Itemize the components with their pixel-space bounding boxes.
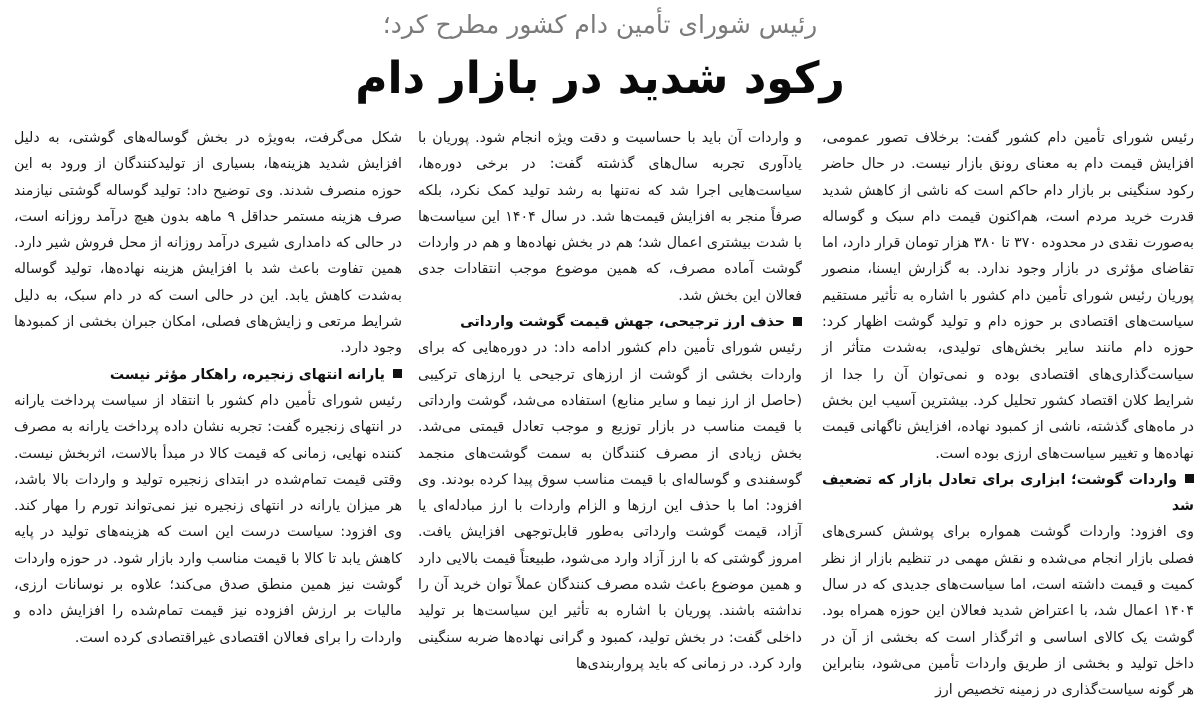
paragraph: و واردات آن باید با حساسیت و دقت ویژه انجام شود. پوریان با یادآوری تجربه سال‌های گذشته گفت: در برخی دوره‌ها، سیاست‌هایی اجرا شد که نه‌تنها به رشد تولید کمک نکرد، بلکه صرفاً منجر به افزایش قیمت‌ها شد. در سال ۱۴۰۴ این سیاست‌ها با شدت بیشتری اعمال شد؛ هم در بخش نهاده‌ها و هم در واردات گوشت آماده مصرف، که همین موضوع موجب انتقادات جدی فعالان این بخش شد. xyxy=(418,130,803,304)
paragraph: شکل می‌گرفت، به‌ویژه در بخش گوساله‌های گوشتی، به دلیل افزایش شدید هزینه‌ها، بسیاری از تولیدکنندگان از ورود به این حوزه منصرف شدند. وی توضیح داد: تولید گوساله گوشتی نیازمند صرف هزینه مستمر حداقل ۹ ماهه بدون هیچ درآمد روزانه است، در حالی که دامداری شیری درآمد روزانه از محل فروش شیر دارد. همین تفاوت باعث شد با افزایش هزینه نهاده‌ها، تولید گوساله به‌شدت کاهش یابد. این در حالی است که در دام سبک، به دلیل شرایط مرتعی و زایش‌های فصلی، امکان جبران بخشی از کمبودها وجود دارد. xyxy=(14,130,402,357)
article-headline: رکود شدید در بازار دام xyxy=(355,53,845,104)
section-subhead xyxy=(822,467,1194,520)
square-bullet-icon xyxy=(1185,474,1194,483)
column-middle xyxy=(418,125,803,672)
section-subhead xyxy=(14,362,402,388)
article-kicker: رئیس شورای تأمین دام کشور مطرح کرد؛ xyxy=(382,10,818,39)
paragraph: رئیس شورای تأمین دام کشور با انتقاد از سیاست پرداخت یارانه در انتهای زنجیره گفت: تجربه نشان داده پرداخت یارانه به مصرف کننده نهایی، زمانی که قیمت کالا در مبدأ بالاست، اثربخش نیست. وقتی قیمت تمام‌شده در ابتدای زنجیره تولید و واردات بالا باشد، هر میزان یارانه در انتهای زنجیره نیز نمی‌تواند تورم را مهار کند. وی افزود: سیاست درست این است که هزینه‌های تولید در پایه کاهش یابد تا کالا با قیمت مناسب وارد بازار شود. در حوزه واردات گوشت نیز همین منطق صدق می‌کند؛ علاوه بر نوسانات ارزی، مالیات بر ارزش افزوده نیز قیمت تمام‌شده را افزایش داده و واردات را برای فعالان اقتصادی غیراقتصادی کرده است. xyxy=(14,392,402,646)
column-right xyxy=(822,125,1195,699)
paragraph: رئیس شورای تأمین دام کشور ادامه داد: در دوره‌هایی که برای واردات بخشی از گوشت از ارزهای ترجیحی یا ارزهای ترکیبی (حاصل از ارز نیما و سایر منابع) استفاده می‌شد، گوشت وارداتی با قیمت مناسب در بازار توزیع و موجب تعادل قیمتی می‌شد. بخش زیادی از مصرف کنندگان به سمت گوشت‌های منجمد گوسفندی و گوساله‌ای با قیمت مناسب سوق پیدا کرده بودند. وی افزود: اما با حذف این ارزها و الزام واردات با ارز مبادله‌ای یا آزاد، قیمت گوشت وارداتی به‌طور قابل‌توجهی افزایش یافت. امروز گوشتی که با ارز آزاد وارد می‌شود، طبیعتاً قیمت بالایی دارد و همین موضوع باعث شده مصرف کنندگان عملاً توان خرید آن را نداشته باشند. پوریان با اشاره به تأثیر این سیاست‌ها بر تولید داخلی گفت: در بخش تولید، کمبود و گرانی نهاده‌ها ضربه سنگینی وارد کرد. در زمانی که باید پرواربندی‌ها xyxy=(418,340,802,672)
section-subhead xyxy=(418,309,802,335)
square-bullet-icon xyxy=(793,317,802,326)
column-left xyxy=(14,125,402,655)
subhead-text: واردات گوشت؛ ابزاری برای تعادل بازار که تضعیف شد xyxy=(822,471,1194,515)
paragraph: رئیس شورای تأمین دام کشور گفت: برخلاف تصور عمومی، افزایش قیمت دام به معنای رونق بازار نیست. در حال حاضر رکود سنگینی بر بازار دام حاکم است که ناشی از کاهش شدید قدرت خرید مردم است، هم‌اکنون قیمت دام سبک و گوساله به‌صورت نقدی در محدوده ۳۷۰ تا ۳۸۰ هزار تومان قرار دارد، اما تقاضای مؤثری در بازار وجود ندارد. به گزارش ایسنا، منصور پوریان رئیس شورای تأمین دام کشور با اشاره به تأثیر مستقیم سیاست‌های اقتصادی بر حوزه دام و تولید گوشت اظهار کرد: حوزه دام مانند سایر بخش‌های تولیدی، به‌شدت متأثر از سیاست‌گذاری‌های اقتصادی بوده و نمی‌توان آن را جدا از شرایط کلان اقتصاد کشور تحلیل کرد. بیشترین آسیب این بخش در ماه‌های گذشته، ناشی از کمبود نهاده، افزایش ناگهانی قیمت نهاده‌ها و تغییر سیاست‌های ارزی بوده است. xyxy=(822,130,1195,462)
subhead-text: حذف ارز ترجیحی، جهش قیمت گوشت وارداتی xyxy=(460,314,785,331)
paragraph: وی افزود: واردات گوشت همواره برای پوشش کسری‌های فصلی بازار انجام می‌شده و نقش مهمی در تنظیم بازار از نظر کمیت و قیمت داشته است، اما سیاست‌های جدیدی که در سال ۱۴۰۴ اعمال شد، با اعتراض شدید فعالان این حوزه همراه بود. گوشت یک کالای اساسی و اثرگذار است که بخشی از آن در داخل تولید و بخشی از طریق واردات تأمین می‌شود، بنابراین هر گونه سیاست‌گذاری در زمینه تخصیص ارز xyxy=(822,524,1194,699)
subhead-text: یارانه انتهای زنجیره، راهکار مؤثر نیست xyxy=(109,366,385,383)
square-bullet-icon xyxy=(393,369,402,378)
